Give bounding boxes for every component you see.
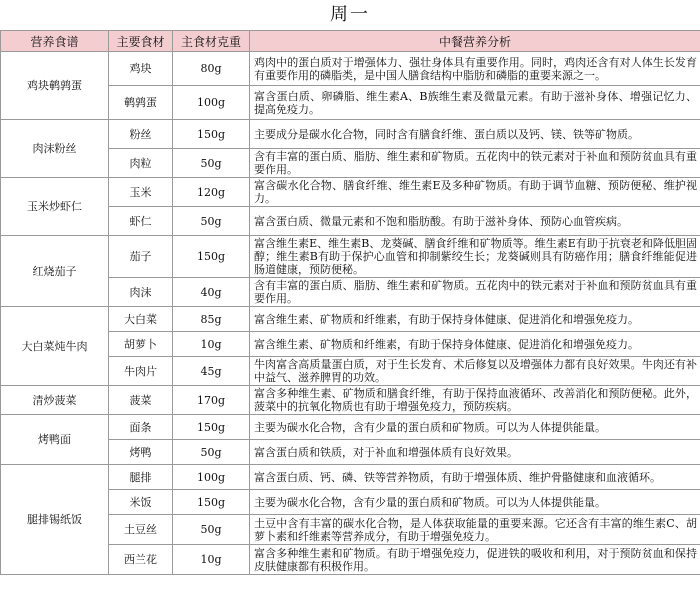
analysis-cell: 富含蛋白质、钙、磷、铁等营养物质，有助于增强体质、维护骨骼健康和血液循环。 [250, 465, 700, 490]
weight-cell: 50g [173, 440, 250, 465]
table-row [1, 236, 700, 278]
ingredient-cell: 胡萝卜 [109, 332, 173, 357]
table-row [1, 52, 700, 86]
analysis-cell: 主要为碳水化合物，含有少量的蛋白质和矿物质。可以为人体提供能量。 [250, 415, 700, 440]
weight-cell: 50g [173, 207, 250, 236]
ingredient-cell: 腿排 [109, 465, 173, 490]
analysis-cell: 含有丰富的蛋白质、脂肪、维生素和矿物质。五花肉中的铁元素对于补血和预防贫血具有重要作用。 [250, 149, 700, 178]
analysis-cell: 富含蛋白质和铁质，对于补血和增强体质有良好效果。 [250, 440, 700, 465]
analysis-cell: 土豆中含有丰富的碳水化合物，是人体获取能量的重要来源。它还含有丰富的维生素C、胡萝卜素和纤维素等营养成分，有助于增强免疫力。 [250, 515, 700, 545]
ingredient-cell: 菠菜 [109, 386, 173, 415]
weight-cell: 150g [173, 120, 250, 149]
ingredient-cell: 肉粒 [109, 149, 173, 178]
weight-cell: 150g [173, 236, 250, 278]
dish-name: 腿排锡纸饭 [1, 465, 109, 575]
ingredient-cell: 烤鸭 [109, 440, 173, 465]
ingredient-cell: 土豆丝 [109, 515, 173, 545]
table-row [1, 465, 700, 490]
analysis-cell: 富含多种维生素和矿物质。有助于增强免疫力，促进铁的吸收和利用，对于预防贫血和保持皮肤健康都有积极作用。 [250, 545, 700, 575]
table-body [1, 52, 700, 575]
dish-name: 肉沫粉丝 [1, 120, 109, 178]
ingredient-cell: 米饭 [109, 490, 173, 515]
weight-cell: 120g [173, 178, 250, 207]
header-weight: 主食材克重 [173, 31, 250, 52]
ingredient-cell: 肉沫 [109, 278, 173, 307]
ingredient-cell: 鹌鹑蛋 [109, 86, 173, 120]
table-row [1, 178, 700, 207]
analysis-cell: 富含维生素E、维生素B、龙葵碱、膳食纤维和矿物质等。维生素E有助于抗衰老和降低胆固醇；维生素B有助于保护心血管和抑制紫绞生长；龙葵碱则具有防癌作用；膳食纤维能促进肠道健康，预防便秘。 [250, 236, 700, 278]
dish-name: 大白菜炖牛肉 [1, 307, 109, 386]
weight-cell: 10g [173, 545, 250, 575]
weight-cell: 10g [173, 332, 250, 357]
analysis-cell: 主要成分是碳水化合物，同时含有膳食纤维、蛋白质以及钙、镁、铁等矿物质。 [250, 120, 700, 149]
header-ingredient: 主要食材 [109, 31, 173, 52]
weight-cell: 40g [173, 278, 250, 307]
header-analysis: 中餐营养分析 [250, 31, 700, 52]
header-row [1, 31, 700, 52]
weight-cell: 50g [173, 515, 250, 545]
analysis-cell: 富含蛋白质、卵磷脂、维生素A、B族维生素及微量元素。有助于滋补身体、增强记忆力、提高免疫力。 [250, 86, 700, 120]
analysis-cell: 富含维生素、矿物质和纤维素，有助于保持身体健康、促进消化和增强免疫力。 [250, 307, 700, 332]
analysis-cell: 富含维生素、矿物质和纤维素，有助于保持身体健康、促进消化和增强免疫力。 [250, 332, 700, 357]
dish-name: 鸡块鹌鹑蛋 [1, 52, 109, 120]
analysis-cell: 含有丰富的蛋白质、脂肪、维生素和矿物质。五花肉中的铁元素对于补血和预防贫血具有重要作用。 [250, 278, 700, 307]
ingredient-cell: 茄子 [109, 236, 173, 278]
weight-cell: 80g [173, 52, 250, 86]
analysis-cell: 富含蛋白质、微量元素和不饱和脂肪酸。有助于滋补身体、预防心血管疾病。 [250, 207, 700, 236]
table-row [1, 415, 700, 440]
table-row [1, 386, 700, 415]
dish-name: 红烧茄子 [1, 236, 109, 307]
table-row [1, 120, 700, 149]
ingredient-cell: 西兰花 [109, 545, 173, 575]
nutrition-table [0, 30, 700, 575]
dish-name: 玉米炒虾仁 [1, 178, 109, 236]
weight-cell: 150g [173, 490, 250, 515]
weight-cell: 100g [173, 465, 250, 490]
weight-cell: 50g [173, 149, 250, 178]
weight-cell: 100g [173, 86, 250, 120]
analysis-cell: 富含多种维生素、矿物质和膳食纤维，有助于保持血液循环、改善消化和预防便秘。此外，菠菜中的抗氧化物质也有助于增强免疫力，预防疾病。 [250, 386, 700, 415]
analysis-cell: 牛肉富含高质量蛋白质，对于生长发育、术后修复以及增强体力都有良好效果。牛肉还有补中益气、滋养脾胃的功效。 [250, 357, 700, 386]
header-recipe: 营养食谱 [1, 31, 109, 52]
analysis-cell: 富含碳水化合物、膳食纤维、维生素E及多种矿物质。有助于调节血糖、预防便秘、维护视力。 [250, 178, 700, 207]
weight-cell: 85g [173, 307, 250, 332]
ingredient-cell: 鸡块 [109, 52, 173, 86]
weight-cell: 45g [173, 357, 250, 386]
ingredient-cell: 大白菜 [109, 307, 173, 332]
ingredient-cell: 粉丝 [109, 120, 173, 149]
page-title: 周一 [330, 4, 370, 25]
weight-cell: 150g [173, 415, 250, 440]
weight-cell: 170g [173, 386, 250, 415]
analysis-cell: 主要为碳水化合物，含有少量的蛋白质和矿物质。可以为人体提供能量。 [250, 490, 700, 515]
dish-name: 烤鸭面 [1, 415, 109, 465]
dish-name: 清炒菠菜 [1, 386, 109, 415]
ingredient-cell: 牛肉片 [109, 357, 173, 386]
ingredient-cell: 面条 [109, 415, 173, 440]
ingredient-cell: 玉米 [109, 178, 173, 207]
table-row [1, 307, 700, 332]
analysis-cell: 鸡肉中的蛋白质对于增强体力、强壮身体具有重要作用。同时，鸡肉还含有对人体生长发育有重要作用的磷脂类，是中国人膳食结构中脂肪和磷脂的重要来源之一。 [250, 52, 700, 86]
ingredient-cell: 虾仁 [109, 207, 173, 236]
